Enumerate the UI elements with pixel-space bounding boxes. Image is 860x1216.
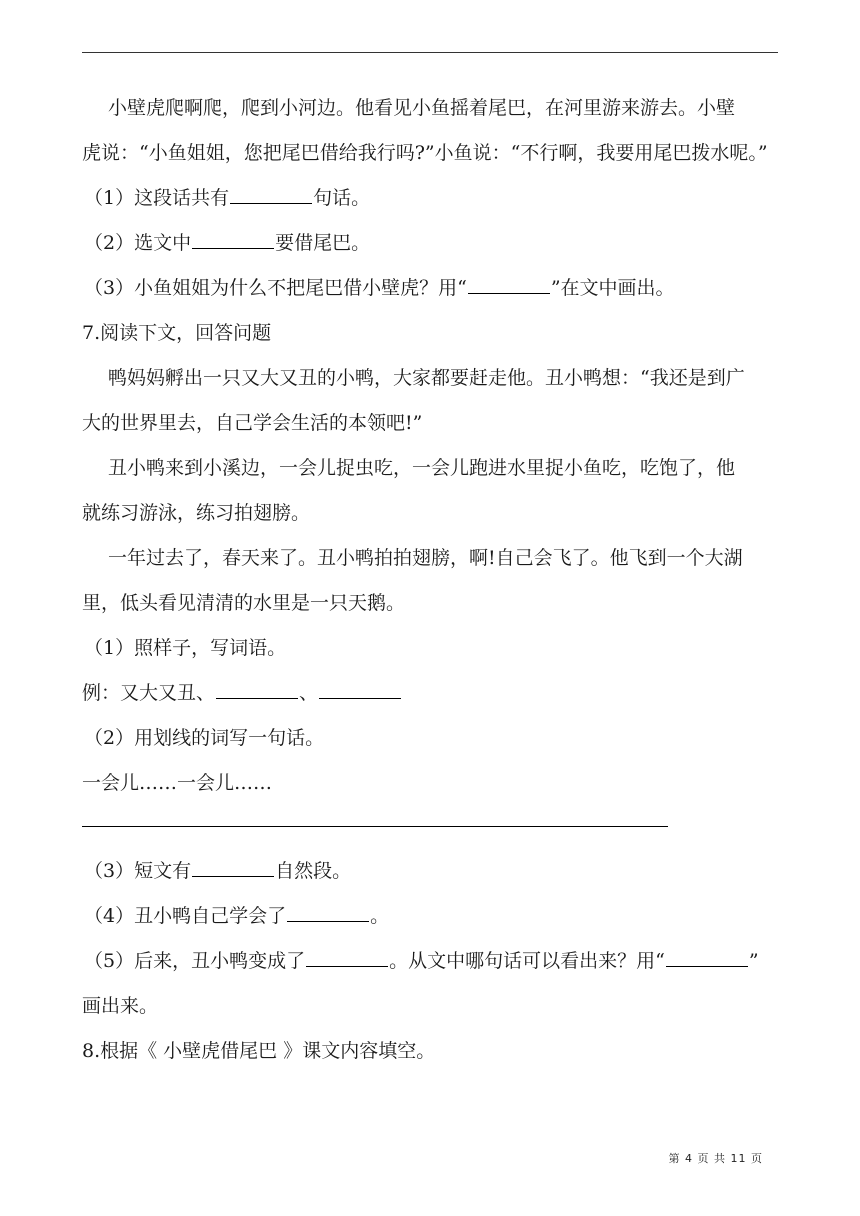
question-6-3 (82, 266, 782, 311)
question-7-3 (82, 849, 782, 894)
answer-blank[interactable] (468, 274, 550, 294)
answer-blank[interactable] (216, 679, 298, 699)
answer-blank[interactable] (306, 947, 388, 967)
question-text: 。从文中哪句话可以看出来？用“ (389, 950, 665, 972)
passage-line: 虎说：“小鱼姐姐，您把尾巴借给我行吗?”小鱼说：“不行啊，我要用尾巴拨水呢。” (82, 142, 768, 164)
answer-blank[interactable] (230, 184, 312, 204)
separator-text: 、 (299, 682, 319, 704)
question-text: ” (748, 950, 759, 972)
question-7-5 (82, 939, 782, 984)
passage-line: 鸭妈妈孵出一只又大又丑的小鸭，大家都要赶走他。丑小鸭想：“我还是到广 (108, 367, 745, 389)
question-7-1: （1）照样子，写词语。 (84, 637, 287, 659)
passage-line: 就练习游泳，练习拍翅膀。 (82, 502, 311, 524)
question-text: （3）小鱼姐姐为什么不把尾巴借小壁虎？用“ (84, 277, 467, 299)
question-7-5-cont: 画出来。 (82, 995, 159, 1017)
sentence-answer-line[interactable] (82, 826, 668, 827)
answer-blank[interactable] (192, 229, 274, 249)
question-text: （1）这段话共有 (84, 187, 230, 209)
section-7-title: 7.阅读下文，回答问题 (82, 322, 272, 344)
question-text: 句话。 (313, 187, 371, 209)
answer-blank[interactable] (287, 902, 369, 922)
header-rule (82, 52, 778, 53)
question-7-4 (82, 894, 782, 939)
question-text: （5）后来，丑小鸭变成了 (84, 950, 306, 972)
answer-blank[interactable] (192, 857, 274, 877)
question-text: ”在文中画出。 (550, 277, 675, 299)
passage-line: 大的世界里去，自己学会生活的本领吧!” (82, 412, 423, 434)
answer-blank[interactable] (666, 947, 748, 967)
answer-blank[interactable] (319, 679, 401, 699)
example-text: 例：又大又丑、 (82, 682, 216, 704)
question-7-2-pattern: 一会儿……一会儿…… (82, 772, 273, 794)
question-text: 自然段。 (275, 860, 352, 882)
question-text: 要借尾巴。 (275, 232, 371, 254)
question-7-1-example (82, 671, 782, 716)
passage-line: 里，低头看见清清的水里是一只天鹅。 (82, 592, 406, 614)
document-content (82, 86, 782, 1074)
passage-line: 小壁虎爬啊爬，爬到小河边。他看见小鱼摇着尾巴，在河里游来游去。小壁 (108, 97, 736, 119)
question-text: （3）短文有 (84, 860, 192, 882)
question-7-2: （2）用划线的词写一句话。 (84, 727, 325, 749)
section-8-title: 8.根据《 小壁虎借尾巴 》课文内容填空。 (82, 1040, 436, 1062)
question-text: （4）丑小鸭自己学会了 (84, 905, 287, 927)
question-6-1 (82, 176, 782, 221)
passage-line: 一年过去了，春天来了。丑小鸭拍拍翅膀，啊!自己会飞了。他飞到一个大湖 (108, 547, 743, 569)
question-text: （2）选文中 (84, 232, 192, 254)
page-footer: 第 4 页 共 11 页 (668, 1152, 763, 1165)
question-6-2 (82, 221, 782, 266)
question-text: 。 (370, 905, 390, 927)
passage-line: 丑小鸭来到小溪边，一会儿捉虫吃，一会儿跑进水里捉小鱼吃，吃饱了，他 (108, 457, 736, 479)
